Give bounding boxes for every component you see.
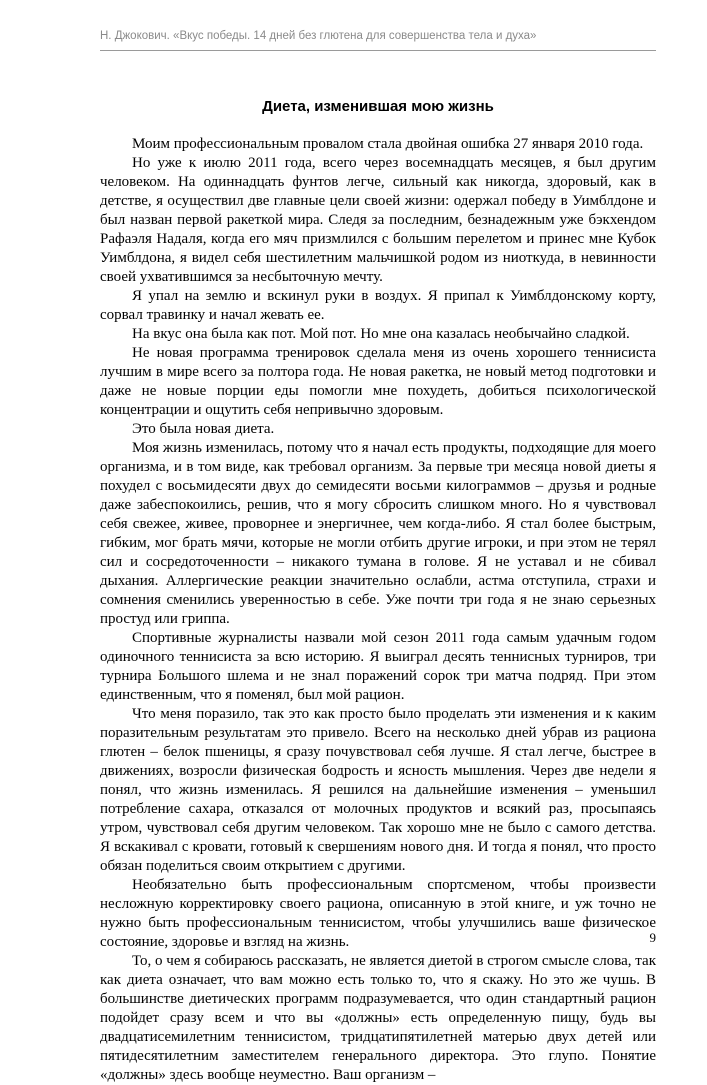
paragraph: На вкус она была как пот. Мой пот. Но мне она казалась необычайно сладкой. [132, 326, 630, 342]
running-head: Н. Джокович. «Вкус победы. 14 дней без глютена для совершенства тела и духа» [100, 30, 537, 42]
paragraph: Но уже к июлю 2011 года, всего через восемнадцать месяцев, я был другим человеком. На одиннадцать фунтов легче, сильный как никогда, здоровый, как в детстве, я осуществил две главные цели своей жизни: одержал победу в Уимблдоне и был назван первой ракеткой мира. Следя за последним, безнадежным уже бэкхендом Рафаэля Надаля, когда его мяч призмлился с большим перелетом и принес мне Кубок Уимблдона, я видел себя шестилетним мальчишкой родом из ниоткуда, в невинности своей ухватившимся за несбыточную мечту. [100, 155, 656, 285]
header-rule [100, 50, 656, 51]
paragraph: Я упал на землю и вскинул руки в воздух. Я припал к Уимблдонскому корту, сорвал травинку и начал жевать ее. [100, 288, 656, 323]
paragraph: Необязательно быть профессиональным спортсменом, чтобы произвести несложную корректировку своего рациона, описанную в этой книге, и уж точно не нужно быть профессиональным теннисистом, чтобы улучшились ваше физическое состояние, здоровье и взгляд на жизнь. [100, 877, 656, 950]
paragraph: Моим профессиональным провалом стала двойная ошибка 27 января 2010 года. [132, 136, 644, 152]
paragraph: Спортивные журналисты назвали мой сезон 2011 года самым удачным годом одиночного теннисиста за всю историю. Я выиграл десять теннисных турниров, три турнира Большого шлема и не знал поражений сорок три матча подряд. При этом единственным, что я поменял, был мой рацион. [100, 630, 656, 703]
page-number: 9 [649, 930, 656, 945]
paragraph: Не новая программа тренировок сделала меня из очень хорошего теннисиста лучшим в мире всего за полтора года. Не новая ракетка, не новый метод подготовки и даже не новые порции еды помогли мне похудеть, добиться психологической концентрации и ощутить себя непривычно здоровым. [100, 345, 656, 418]
chapter-title: Диета, изменившая мою жизнь [262, 98, 494, 115]
paragraph: То, о чем я собираюсь рассказать, не является диетой в строгом смысле слова, так как диета означает, что вам можно есть только то, что я скажу. Но это же чушь. В большинстве диетических программ подразумевается, что один стандартный рацион подойдет сразу всем и что вы «должны» есть определенную пищу, будь вы двадцатисемилетним теннисистом, тридцатипятилетней матерью двух детей или пятидесятилетним заместителем генерального директора. Это глупо. Понятие «должны» здесь вообще неуместно. Ваш организм – [100, 953, 656, 1083]
paragraph: Моя жизнь изменилась, потому что я начал есть продукты, подходящие для моего организма, и в том виде, как требовал организм. За первые три месяца новой диеты я похудел с восьмидесяти двух до семидесяти восьми килограммов – друзья и родные даже забеспокоились, решив, что я могу сбросить слишком много. Но я чувствовал себя свежее, живее, проворнее и энергичнее, чем когда-либо. Я стал более быстрым, гибким, мог брать мячи, которые не могли отбить другие игроки, и при этом не терял сил и сосредоточенности – никакого тумана в голове. Я не уставал и не сбивал дыхания. Аллергические реакции значительно ослабли, астма отступила, страхи и сомнения сменились уверенностью в себе. Уже почти три года я не знаю серьезных простуд или гриппа. [100, 440, 656, 627]
paragraph: Это была новая диета. [132, 421, 275, 437]
paragraph: Что меня поразило, так это как просто было проделать эти изменения и к каким поразительным результатам это привело. Всего на несколько дней убрав из рациона глютен – белок пшеницы, я сразу почувствовал себя лучше. Я стал легче, быстрее в движениях, возросли физическая бодрость и ясность мышления. Через две недели я понял, что жизнь изменилась. Я решился на дальнейшие изменения – уменьшил потребление сахара, отказался от молочных продуктов и всякий раз, просыпаясь утром, чувствовал себя другим человеком. Так хорошо мне не было с самого детства. Я вскакивал с кровати, готовый к свершениям нового дня. И тогда я понял, что просто обязан поделиться своим открытием с другими. [100, 706, 656, 874]
body-text [100, 135, 656, 1085]
